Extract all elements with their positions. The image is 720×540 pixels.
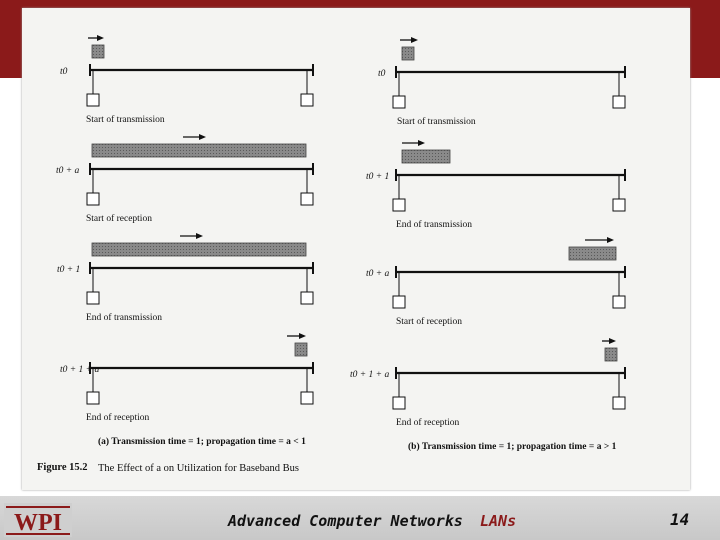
right-panel-1-arrowhead [411, 37, 418, 43]
left-panel-4-event-label: End of reception [86, 413, 150, 423]
left-panel-2-signal [92, 144, 306, 157]
right-panel-4-time-label: t0 + 1 + a [350, 370, 390, 380]
left-panel-4-station-b [301, 392, 313, 404]
left-panel-4-signal [295, 343, 307, 356]
left-panel-2-station-a [87, 193, 99, 205]
left-panel-3-station-a [87, 292, 99, 304]
left-panel-4-time-label: t0 + 1 + a [60, 365, 100, 375]
left-panel-2-time-label: t0 + a [56, 166, 80, 176]
right-panel-4-arrowhead [609, 338, 616, 344]
left-panel-3-arrowhead [196, 233, 203, 239]
right-panel-2-arrowhead [418, 140, 425, 146]
left-panel-3-station-b [301, 292, 313, 304]
left-panel-4-arrowhead [299, 333, 306, 339]
right-panel-2-station-b [613, 199, 625, 211]
left-panel-3-time-label: t0 + 1 [57, 265, 81, 275]
right-panel-3-signal [569, 247, 616, 260]
right-panel-3-event-label: Start of reception [396, 317, 462, 327]
left-panel-1-station-b [301, 94, 313, 106]
right-panel-4-signal [605, 348, 617, 361]
left-panel-3-signal [92, 243, 306, 256]
right-subcaption: (b) Transmission time = 1; propagation time = a > 1 [408, 442, 617, 452]
left-panel-2-station-b [301, 193, 313, 205]
right-panel-4-station-a [393, 397, 405, 409]
page-number: 14 [670, 510, 690, 529]
left-panel-1-time-label: t0 [60, 67, 68, 77]
right-panel-1-signal [402, 47, 414, 60]
right-panel-1-time-label: t0 [378, 69, 386, 79]
footer-topic: LANs [480, 512, 517, 530]
left-panel-4-station-a [87, 392, 99, 404]
right-panel-3-station-b [613, 296, 625, 308]
wpi-logo [4, 503, 72, 537]
right-panel-1-station-b [613, 96, 625, 108]
left-panel-2-arrowhead [199, 134, 206, 140]
left-panel-1-event-label: Start of transmission [86, 115, 165, 125]
right-panel-4-station-b [613, 397, 625, 409]
left-panel-1-station-a [87, 94, 99, 106]
right-panel-2-signal [402, 150, 450, 163]
right-panel-3-time-label: t0 + a [366, 269, 390, 279]
right-panel-2-station-a [393, 199, 405, 211]
left-panel-1-arrowhead [97, 35, 104, 41]
left-panel-2-event-label: Start of reception [86, 214, 152, 224]
right-panel-1-station-a [393, 96, 405, 108]
left-panel-3-event-label: End of transmission [86, 313, 162, 323]
right-panel-2-time-label: t0 + 1 [366, 172, 390, 182]
right-panel-4-event-label: End of reception [396, 418, 460, 428]
right-panel-3-arrowhead [607, 237, 614, 243]
left-panel-1-signal [92, 45, 104, 58]
wpi-logo-text: WPI [14, 510, 62, 536]
left-subcaption: (a) Transmission time = 1; propagation time = a < 1 [98, 437, 306, 447]
right-panel-2-event-label: End of transmission [396, 220, 472, 230]
right-panel-1-event-label: Start of transmission [397, 117, 476, 127]
footer-course-title: Advanced Computer Networks [228, 512, 463, 530]
figure-caption-text: The Effect of a on Utilization for Baseband Bus [98, 463, 299, 474]
right-panel-3-station-a [393, 296, 405, 308]
figure-caption-label: Figure 15.2 [37, 462, 88, 473]
